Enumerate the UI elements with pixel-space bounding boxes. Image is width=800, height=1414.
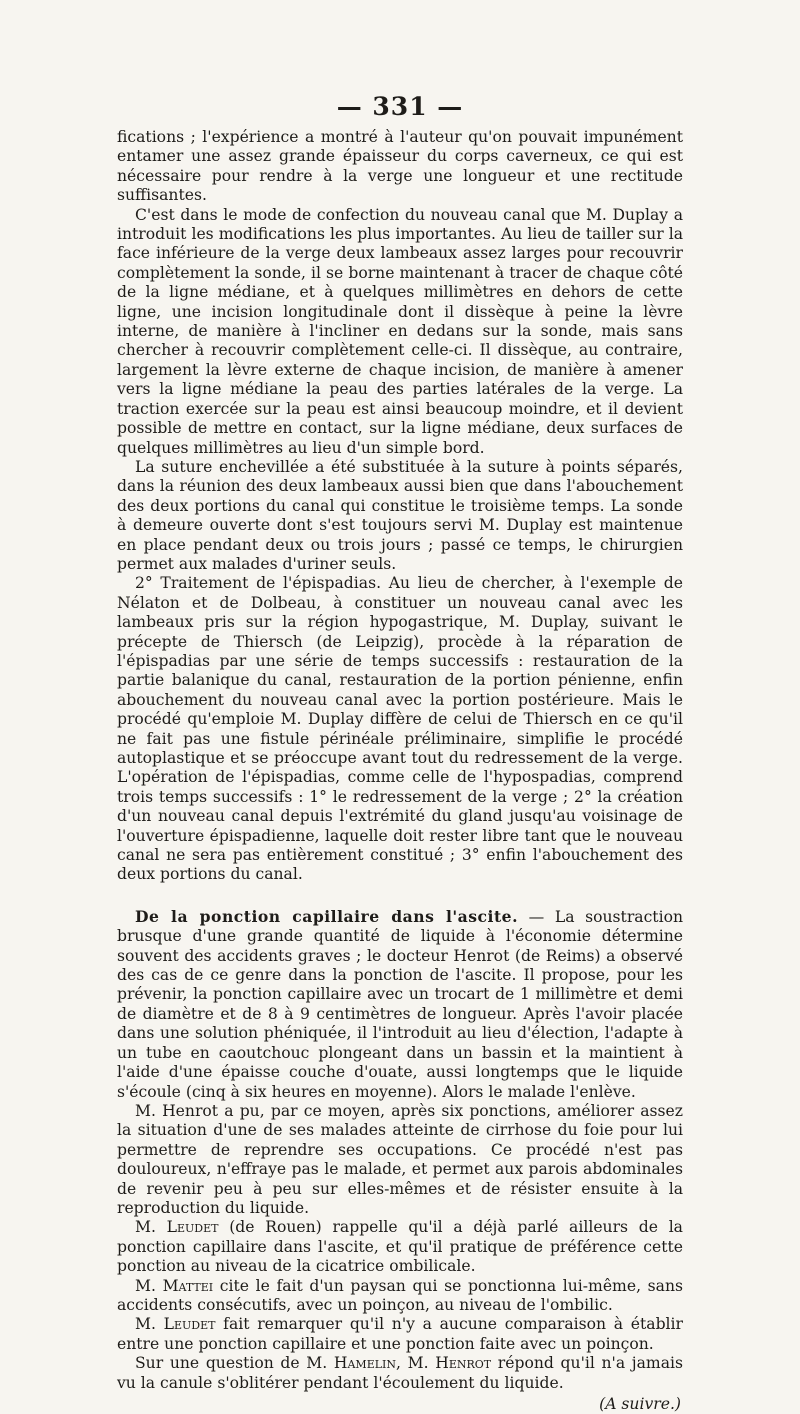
paragraph bbox=[117, 1277, 683, 1316]
paragraph: fications ; l'expérience a montré à l'auteur qu'on pouvait impunément entamer une assez grande épaisseur du corps caverneux, ce qui est nécessaire pour rendre à la verge une longueur et une rectitude suffisantes. bbox=[117, 128, 683, 205]
paragraph: C'est dans le mode de confection du nouveau canal que M. Duplay a introduit les modifications les plus importantes. Au lieu de tailler sur la face inférieure de la verge deux lambeaux assez larges pour recouvrir complètement la sonde, il se borne maintenant à tracer de chaque côté de la ligne médiane, et à quelques millimètres en dehors de cette ligne, une incision longitudinale dont il dissèque à peine la lèvre interne, de manière à l'incliner en dedans sur la sonde, mais sans chercher à recouvrir complètement celle-ci. Il dissèque, au contraire, largement la lèvre externe de chaque incision, de manière à amener vers la ligne médiane la peau des parties latérales de la verge. La traction exercée sur la peau est ainsi beaucoup moindre, et il devient possible de mettre en contact, sur la ligne médiane, deux surfaces de quelques millimètres au lieu d'un simple bord. bbox=[117, 205, 683, 457]
paragraph bbox=[117, 1315, 683, 1354]
paragraph: 2° Traitement de l'épispadias. Au lieu de chercher, à l'exemple de Nélaton et de Dolbeau, à constituer un nouveau canal avec les lambeaux pris sur la région hypogastrique, M. Duplay, suivant le précepte de Thiersch (de Leipzig), procède à la réparation de l'épispadias par une série de temps successifs : restauration de la partie balanique du canal, restauration de la portion pénienne, enfin abouchement du nouveau canal avec la portion postérieure. Mais le procédé qu'emploie M. Duplay diffère de celui de Thiersch en ce qu'il ne fait pas une fistule périnéale préliminaire, simplifie le procédé autoplastique et se préoccupe avant tout du redressement de la verge. L'opération de l'épispadias, comme celle de l'hypospadias, comprend trois temps successifs : 1° le redressement de la verge ; 2° la création d'un nouveau canal depuis l'extrémité du gland jusqu'au voisinage de l'ouverture épispadienne, laquelle doit rester libre tant que le nouveau canal ne sera pas entièrement constitué ; 3° enfin l'abouchement des deux portions du canal. bbox=[117, 574, 683, 884]
section-text: — La soustraction brusque d'une grande quantité de liquide à l'économie détermine souvent des accidents graves ; le docteur Henrot (de Reims) a observé des cas de ce genre dans la ponction de l'ascite. Il propose, pour les prévenir, la ponction capillaire avec un trocart de 1 millimètre et demi de diamètre et de 8 à 9 centimètres de longueur. Après l'avoir placée dans une solution phéniquée, il l'introduit au lieu d'élection, l'adapte à un tube en caoutchouc plongeant dans un bassin et la maintient à l'aide d'une épaisse couche d'ouate, aussi longtemps que le liquide s'écoule (cinq à six heures en moyenne). Alors le malade l'enlève. bbox=[117, 907, 683, 1101]
author-name: Leudet bbox=[163, 1315, 216, 1334]
paragraph bbox=[117, 1218, 683, 1276]
text-span: (de Rouen) rappelle qu'il a déjà parlé ailleurs de la ponction capillaire dans l'ascite, et qu'il pratique de préférence cette ponction au niveau de la cicatrice ombilicale. bbox=[117, 1218, 683, 1276]
text-span: M. bbox=[135, 1276, 163, 1295]
article-body bbox=[117, 128, 683, 1414]
paragraph: M. Henrot a pu, par ce moyen, après six ponctions, améliorer assez la situation d'une de ses malades atteinte de cirrhose du foie pour lui permettre de reprendre ses occupations. Ce procédé n'est pas douloureux, n'effraye pas le malade, et permet aux parois abdominales de revenir peu à peu sur elles-mêmes et de résister ensuite à la reproduction du liquide. bbox=[117, 1101, 683, 1217]
section-paragraph bbox=[117, 907, 683, 1102]
author-name: Hamelin bbox=[333, 1354, 397, 1373]
text-span: cite le fait d'un paysan qui se ponctionna lui-même, sans accidents consécutifs, avec un poinçon, au niveau de l'ombilic. bbox=[117, 1276, 683, 1314]
text-span: Sur une question de M. bbox=[135, 1354, 334, 1373]
text-span: répond qu'il n'a jamais vu la canule s'oblitérer pendant l'écoulement du liquide. bbox=[117, 1354, 683, 1392]
continuation-note: (A suivre.) bbox=[599, 1395, 681, 1413]
paragraph bbox=[117, 1354, 683, 1393]
text-span: M. bbox=[135, 1218, 167, 1237]
text-span: M. bbox=[135, 1315, 164, 1334]
author-name: Leudet bbox=[166, 1218, 219, 1237]
text-span: , M. bbox=[396, 1354, 436, 1373]
section-heading: De la ponction capillaire dans l'ascite. bbox=[135, 906, 519, 926]
author-name: Mattei bbox=[162, 1276, 214, 1295]
page-number: — 331 — bbox=[336, 92, 464, 121]
author-name: Henrot bbox=[435, 1354, 492, 1373]
text-span: fait remarquer qu'il n'y a aucune comparaison à établir entre une ponction capillaire et une ponction faite avec un poinçon. bbox=[117, 1315, 683, 1353]
paragraph: La suture enchevillée a été substituée à la suture à points séparés, dans la réunion des deux lambeaux aussi bien que dans l'abouchement des deux portions du canal qui constitue le troisième temps. La sonde à demeure ouverte dont s'est toujours servi M. Duplay est maintenue en place pendant deux ou trois jours ; passé ce temps, le chirurgien permet aux malades d'uriner seuls. bbox=[117, 457, 683, 573]
